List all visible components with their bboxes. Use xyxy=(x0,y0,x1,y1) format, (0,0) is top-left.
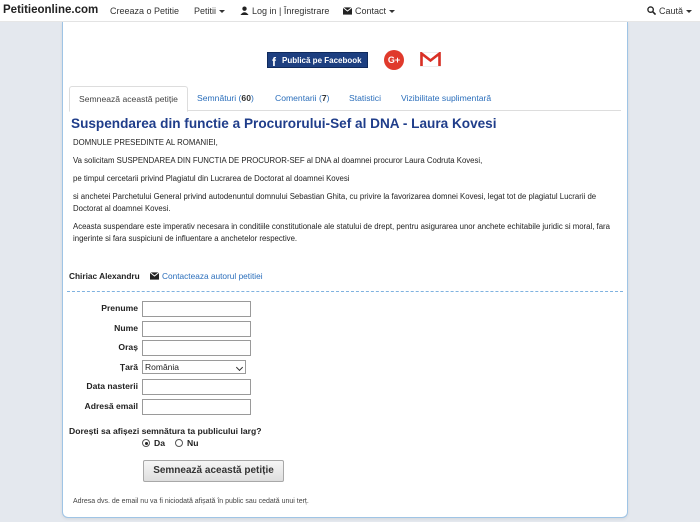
birth-date-input[interactable] xyxy=(142,379,251,395)
tab-signatures[interactable]: Semnături (60) xyxy=(197,93,254,103)
petition-title: Suspendarea din functie a Procurorului-Sef al DNA - Laura Kovesi xyxy=(71,116,497,131)
tab-statistics[interactable]: Statistici xyxy=(349,93,381,103)
city-input[interactable] xyxy=(142,340,251,356)
email-label: Adresă email xyxy=(84,401,138,411)
chevron-down-icon xyxy=(236,364,243,371)
contact-author-label: Contacteaza autorul petitiei xyxy=(162,271,263,281)
display-no-radio[interactable] xyxy=(175,439,183,447)
chevron-down-icon xyxy=(219,10,225,13)
google-plus-icon: G+ xyxy=(387,55,401,65)
contact-author-link[interactable] xyxy=(150,271,263,281)
tab-comments[interactable]: Comentarii (7) xyxy=(275,93,330,103)
nav-contact[interactable] xyxy=(343,6,395,16)
birth-date-label: Data nasterii xyxy=(86,381,138,391)
petition-panel xyxy=(62,22,628,518)
city-label: Oraș xyxy=(118,342,138,352)
petition-author: Chiriac Alexandru xyxy=(69,271,140,281)
petition-tabs xyxy=(69,86,621,111)
nav-login[interactable] xyxy=(240,6,329,16)
display-no-label[interactable]: Nu xyxy=(187,438,199,448)
top-navbar xyxy=(0,0,700,22)
nav-search[interactable] xyxy=(647,6,692,16)
facebook-icon: f xyxy=(272,55,276,69)
first-name-label: Prenume xyxy=(101,303,138,313)
email-input[interactable] xyxy=(142,399,251,415)
google-plus-share-button[interactable] xyxy=(384,50,404,70)
share-bar xyxy=(63,50,627,70)
petition-paragraph: Va solicitam SUSPENDAREA DIN FUNCTIA DE PROCUROR-SEF al DNA al doamnei procuror Laura Codruta Kovesi, xyxy=(73,156,483,165)
display-yes-radio[interactable] xyxy=(142,439,150,447)
comments-count: 7 xyxy=(321,93,327,103)
petition-paragraph: pe timpul cercetarii privind Plagiatul din Lucrarea de Doctorat al doamnei Kovesi xyxy=(73,174,350,183)
country-select[interactable] xyxy=(142,360,246,374)
facebook-share-button[interactable] xyxy=(267,52,368,68)
email-privacy-note: Adresa dvs. de email nu va fi niciodată afișată în public sau cedată unui terț. xyxy=(73,498,309,505)
envelope-icon xyxy=(343,7,352,15)
envelope-icon xyxy=(150,272,159,280)
signatures-count: 60 xyxy=(241,93,251,103)
gmail-share-icon[interactable] xyxy=(420,52,441,67)
display-yes-label[interactable]: Da xyxy=(154,438,165,448)
first-name-input[interactable] xyxy=(142,301,251,317)
petition-paragraph: si anchetei Parchetului General privind autodenuntul domnului Sebastian Ghita, cu privire la favorizarea domnei Kovesi, legat tot de plagiatul Lucrarii de Doctorat al doamnei Kovesi. xyxy=(73,192,597,213)
nav-petitions-label: Petitii xyxy=(194,6,217,16)
tab-visibility[interactable]: Vizibilitate suplimentară xyxy=(401,93,492,103)
country-select-value: România xyxy=(145,362,180,372)
tab-comments-label: Comentarii xyxy=(275,93,317,103)
last-name-input[interactable] xyxy=(142,321,251,337)
petition-paragraph: Aceasta suspendare este imperativ necesara in conditiile constitutionale ale statului de drept, pentru asigurarea unor anchete echitabile juridic si moral, fara ingerinte si fara suspiciuni de influentare a anchetelor respective. xyxy=(73,222,610,243)
last-name-label: Nume xyxy=(114,323,138,333)
section-divider xyxy=(67,291,623,292)
nav-create-petition[interactable]: Creeaza o Petitie xyxy=(110,6,180,16)
user-icon xyxy=(240,6,249,15)
nav-login-label: Log in | Înregistrare xyxy=(252,6,330,16)
petition-salutation: DOMNULE PRESEDINTE AL ROMANIEI, xyxy=(73,138,218,147)
nav-contact-label: Contact xyxy=(355,6,387,16)
search-icon xyxy=(647,6,656,15)
chevron-down-icon xyxy=(686,10,692,13)
chevron-down-icon xyxy=(389,10,395,13)
nav-petitions[interactable] xyxy=(194,6,225,16)
nav-search-label: Caută xyxy=(659,6,684,16)
sign-petition-button[interactable]: Semnează această petiție xyxy=(143,460,284,482)
site-brand[interactable]: Petitieonline.com xyxy=(3,4,99,16)
facebook-share-label: Publică pe Facebook xyxy=(282,56,362,65)
display-signature-question: Dorești sa afișezi semnătura ta publicului larg? xyxy=(69,426,262,436)
country-label: Țară xyxy=(119,362,138,372)
tab-sign[interactable]: Semnează această petiție xyxy=(69,86,188,112)
tab-signatures-label: Semnături xyxy=(197,93,237,103)
